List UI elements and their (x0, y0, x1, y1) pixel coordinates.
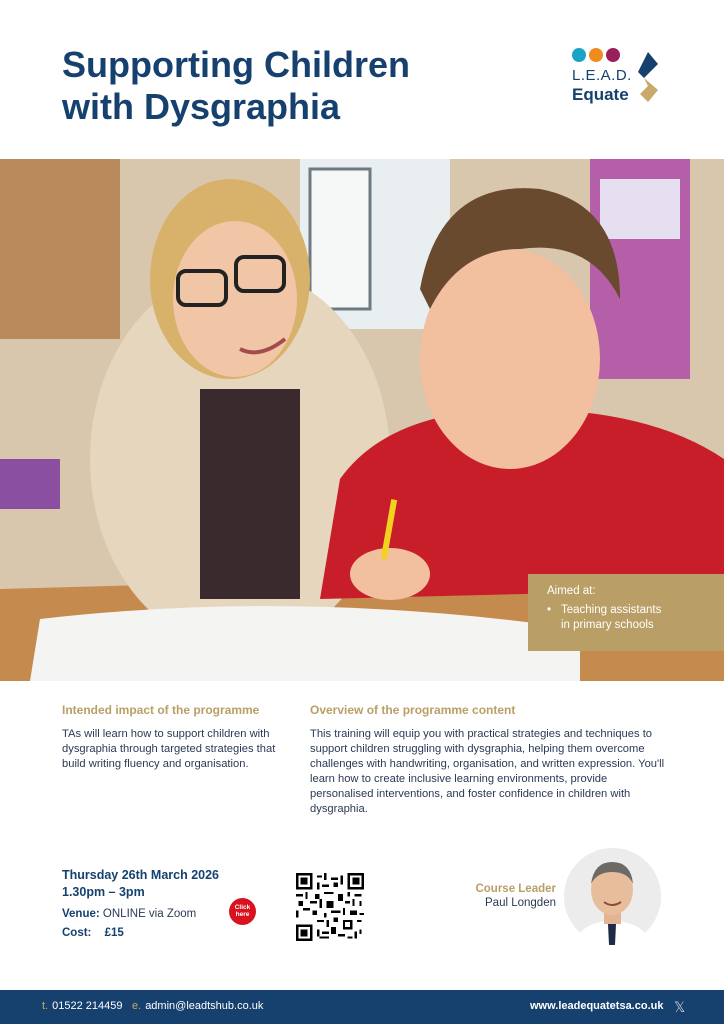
footer-bar (0, 990, 724, 1024)
lead-equate-logo (572, 48, 672, 108)
aimed-at-list (547, 603, 710, 633)
title-line-2: with Dysgraphia (62, 86, 341, 127)
event-date: Thursday 26th March 2026 (62, 868, 220, 882)
aimed-at-title: Aimed at: (547, 585, 596, 597)
phone-number: 01522 214459 (52, 1000, 123, 1012)
email-prefix: e. (132, 1000, 142, 1012)
course-leader-role: Course Leader (475, 883, 556, 895)
venue-label: Venue: (62, 908, 100, 920)
overview-heading: Overview of the programme content (310, 703, 516, 717)
logo-dot-plum (606, 48, 620, 62)
course-leader (440, 883, 556, 909)
impact-heading: Intended impact of the programme (62, 703, 260, 717)
phone-prefix: t. (42, 1000, 49, 1012)
avatar-illustration (564, 848, 661, 945)
logo-text-equate: Equate (572, 85, 629, 104)
footer-email[interactable] (132, 1000, 263, 1012)
qr-code[interactable] (296, 873, 364, 941)
impact-section (62, 703, 282, 772)
logo-chevron-icon (634, 50, 660, 104)
overview-section (310, 703, 670, 817)
aimed-at-item-line-1: Teaching assistants (561, 604, 662, 616)
course-leader-avatar (564, 848, 661, 945)
aimed-at-item-line-2: in primary schools (561, 619, 654, 631)
logo-dots (572, 48, 620, 62)
footer-website-link[interactable]: www.leadequatetsa.co.uk (530, 1000, 664, 1012)
email-address: admin@leadtshub.co.uk (145, 1000, 264, 1012)
overview-body: This training will equip you with practical strategies and techniques to support children struggling with dysgraphia, helping them overcome challenges with handwriting, organisation, and written expression. You'll learn how to create inclusive learning environments, provide personalised interventions, and foster confidence in children with dysgraphia. (310, 728, 665, 815)
x-icon[interactable]: 𝕏 (674, 999, 686, 1015)
course-leader-name: Paul Longden (485, 897, 556, 909)
logo-dot-orange (589, 48, 603, 62)
click-here-button[interactable] (229, 898, 256, 925)
logo-text-lead: L.E.A.D. (572, 67, 632, 84)
event-time: 1.30pm – 3pm (62, 885, 145, 899)
impact-body: TAs will learn how to support children with dysgraphia through targeted strategies that build writing fluency and organisation. (62, 728, 276, 770)
click-here-line-1: Click (234, 904, 251, 911)
aimed-at-item (547, 603, 710, 633)
title-line-1: Supporting Children (62, 44, 410, 85)
footer-phone[interactable] (42, 1000, 122, 1012)
cost-value: £15 (104, 927, 124, 939)
page-title (62, 44, 502, 128)
venue-value: ONLINE via Zoom (102, 908, 197, 920)
aimed-at-box (528, 574, 724, 651)
event-cost (62, 927, 262, 939)
click-here-line-2: here (235, 911, 250, 918)
logo-dot-teal (572, 48, 586, 62)
cost-label: Cost: (62, 927, 92, 939)
